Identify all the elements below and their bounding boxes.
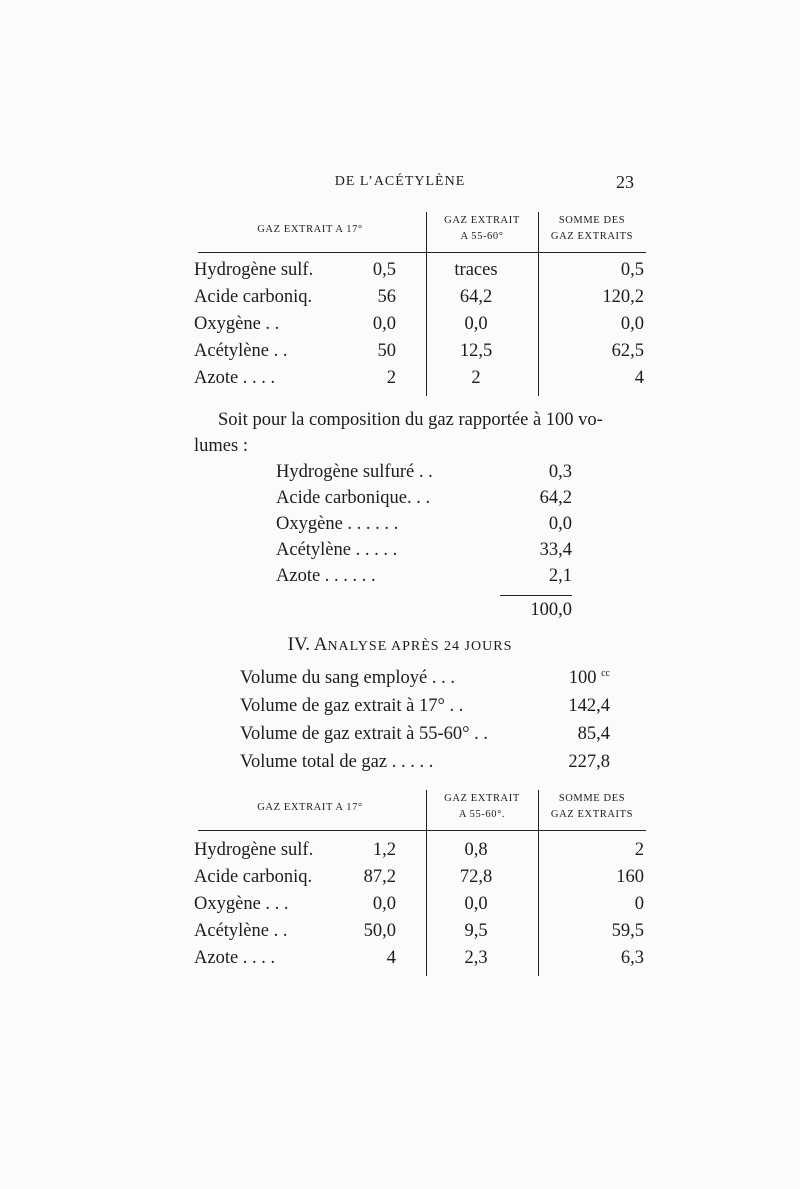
composition-intro-line1: Soit pour la composition du gaz rapportée à 100 vo- xyxy=(218,410,603,430)
table-row: Azote . . . . 4 2,3 6,3 xyxy=(194,948,644,968)
table1-header-col3-line1: SOMME DES xyxy=(558,215,626,226)
table2-header-col1: GAZ EXTRAIT A 17° xyxy=(257,802,363,813)
table2-header-col2-line2: A 55-60°. xyxy=(458,809,506,820)
composition-row: Acétylène . . . . . 33,4 xyxy=(276,540,572,560)
table2-header-rule xyxy=(198,830,646,831)
table-row: Oxygène . . 0,0 0,0 0,0 xyxy=(194,314,644,334)
table1-header-rule xyxy=(198,252,646,253)
table2-header-col2-line1: GAZ EXTRAIT xyxy=(444,793,520,804)
volume-row: Volume de gaz extrait à 17° . . 142,4 xyxy=(240,696,610,716)
table-row: Oxygène . . . 0,0 0,0 0 xyxy=(194,894,644,914)
volume-row: Volume total de gaz . . . . . 227,8 xyxy=(240,752,610,772)
gas-table-2 xyxy=(194,790,646,980)
volume-row: Volume de gaz extrait à 55-60° . . 85,4 xyxy=(240,724,610,744)
table2-header-col3-line2: GAZ EXTRAITS xyxy=(550,809,634,820)
table1-header-col2-line2: A 55-60° xyxy=(460,231,504,242)
gas-table-1 xyxy=(194,212,646,402)
table-row: Hydrogène sulf. 1,2 0,8 2 xyxy=(194,840,644,860)
table2-header-col3-line1: SOMME DES xyxy=(558,793,626,804)
table-row: Acide carboniq. 87,2 72,8 160 xyxy=(194,867,644,887)
table-row: Hydrogène sulf. 0,5 traces 0,5 xyxy=(194,260,644,280)
table-row: Acide carboniq. 56 64,2 120,2 xyxy=(194,287,644,307)
table-row: Acétylène . . 50 12,5 62,5 xyxy=(194,341,644,361)
table1-header-col3-line2: GAZ EXTRAITS xyxy=(550,231,634,242)
section-title: IV. ANALYSE APRÈS 24 JOURS xyxy=(287,634,513,655)
composition-row: Oxygène . . . . . . 0,0 xyxy=(276,514,572,534)
composition-intro-line2: lumes : xyxy=(194,436,248,456)
running-title: DE L’ACÉTYLÈNE xyxy=(334,174,466,189)
volume-row: Volume du sang employé . . . 100 $^{cc}$ xyxy=(240,668,610,689)
table1-header-col1: GAZ EXTRAIT A 17° xyxy=(257,224,363,235)
composition-row: Acide carbonique. . . 64,2 xyxy=(276,488,572,508)
composition-total: 100,0 xyxy=(530,600,572,620)
table1-header-col2-line1: GAZ EXTRAIT xyxy=(444,215,520,226)
table-row: Azote . . . . 2 2 4 xyxy=(194,368,644,388)
table-row: Acétylène . . 50,0 9,5 59,5 xyxy=(194,921,644,941)
composition-sum-rule xyxy=(500,595,572,596)
composition-row: Hydrogène sulfuré . . 0,3 xyxy=(276,462,572,482)
composition-row: Azote . . . . . . 2,1 xyxy=(276,566,572,586)
page-number: 23 xyxy=(616,172,634,192)
